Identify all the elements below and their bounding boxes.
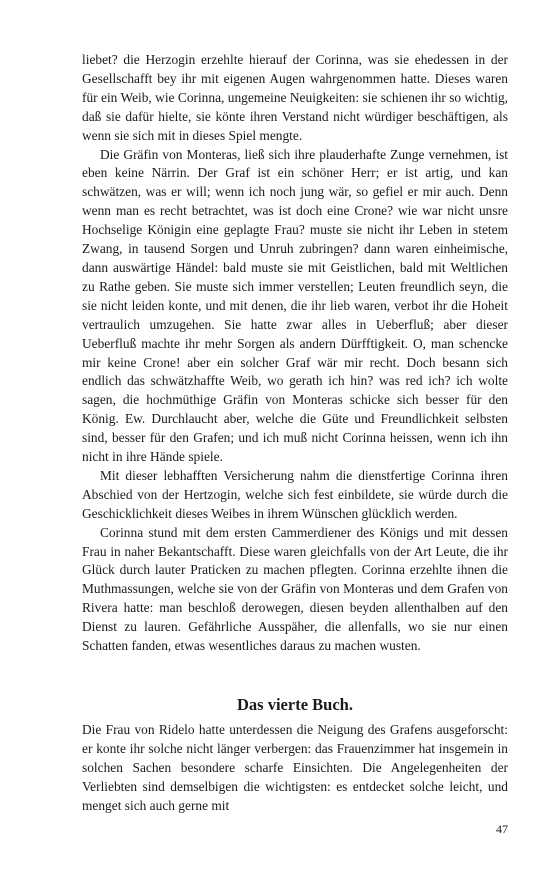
paragraph-1: liebet? die Herzogin erzehlte hierauf der Corinna, was sie ehedessen in der Gesellschafft bey ihr mit eigenen Augen wahrgenommen hatte. Dieses waren für ein Weib, wie Corinna, ungemeine Neuigkeiten: sie schienen ihr so wichtig, daß sie dafür hielte, sie könte ihren Verstand nicht würdiger beschäftigen, als wenn sie sich mit in dieses Spiel mengte. — [82, 52, 508, 143]
paragraph-3: Mit dieser lebhafften Versicherung nahm die dienstfertige Corinna ihren Abschied von der Hertzogin, welche sich fest einbildete, sie würde durch die Geschicklichkeit dieses Weibes in ihrem Wünschen glücklich werden. — [82, 467, 508, 521]
chapter-text — [82, 721, 508, 816]
chapter-heading: Das vierte Buch. — [237, 695, 353, 714]
page-number: 47 — [496, 822, 508, 836]
paragraph-4: Corinna stund mit dem ersten Cammerdiener des Königs und mit dessen Frau in naher Bekantschafft. Diese waren gleichfalls von der Art Leute, die ihr Glück durch lauter Praticken zu machen pflegten. Corinna erzehlte ihnen die Muthmassungen, welche sie von der Gräfin von Monteras und dem Grafen von Rivera hatte: man beschloß derowegen, diesen beyden allenthalben auf den Dienst zu lauren. Gefährliche Ausspäher, die allenfalls, wo sie nur einen Schatten fanden, etwas wesentliches daraus zu machen wusten. — [82, 524, 508, 654]
body-text — [82, 51, 508, 656]
paragraph-2: Die Gräfin von Monteras, ließ sich ihre plauderhafte Zunge vernehmen, ist eben keine Närrin. Der Graf ist ein schöner Herr; er ist artig, und kan schwätzen, was er will; wenn ich noch jung wär, so gefiel er mir auch. Denn wenn man es recht betrachtet, was ist doch eine Crone? wie war nicht unsre Hochselige Königin eine geplagte Frau? muste sie nicht ihr Leben in stetem Zwang, in tausend Sorgen und Unruh zubringen? dann waren einheimische, dann auswärtige Händel: bald muste sie mit Geistlichen, bald mit Weltlichen zu Rathe geben. Sie muste sich immer verstellen; Leuten freundlich seyn, die sie nicht leiden konte, und mit denen, die ihr lieb waren, verbot ihr die Hoheit vertraulich umzugehen. Sie hatte zwar alles in Ueberfluß; aber dieser Ueberfluß machte ihr mehr Sorgen als andern Dürfftigkeit. O, man schencke mir keine Crone! aber ein solcher Graf wär mir recht. Doch besann sich endlich das schwätzhaffte Weib, wo gerath ich hin? was red ich? ich wolte sagen, die hochmüthige Gräfin von Monteras schicke sich besser für den König. Ew. Durchlaucht aber, welche die Güte und Freundlichkeit selbsten sind, besser für den Grafen; und ich muß nicht Corinna heissen, wenn ich ihn nicht in ihre Hände spiele. — [82, 146, 508, 465]
chapter-paragraph-1: Die Frau von Ridelo hatte unterdessen die Neigung des Grafens ausgeforscht: er konte ihr solche nicht länger verbergen: das Frauenzimmer hat insgemein in solchen Sachen besondere scharfe Einsichten. Die Angelegenheiten der Verliebten sind demselbigen die wichtigsten: es entdecket solche leicht, und menget sich auch gerne mit — [82, 722, 508, 813]
